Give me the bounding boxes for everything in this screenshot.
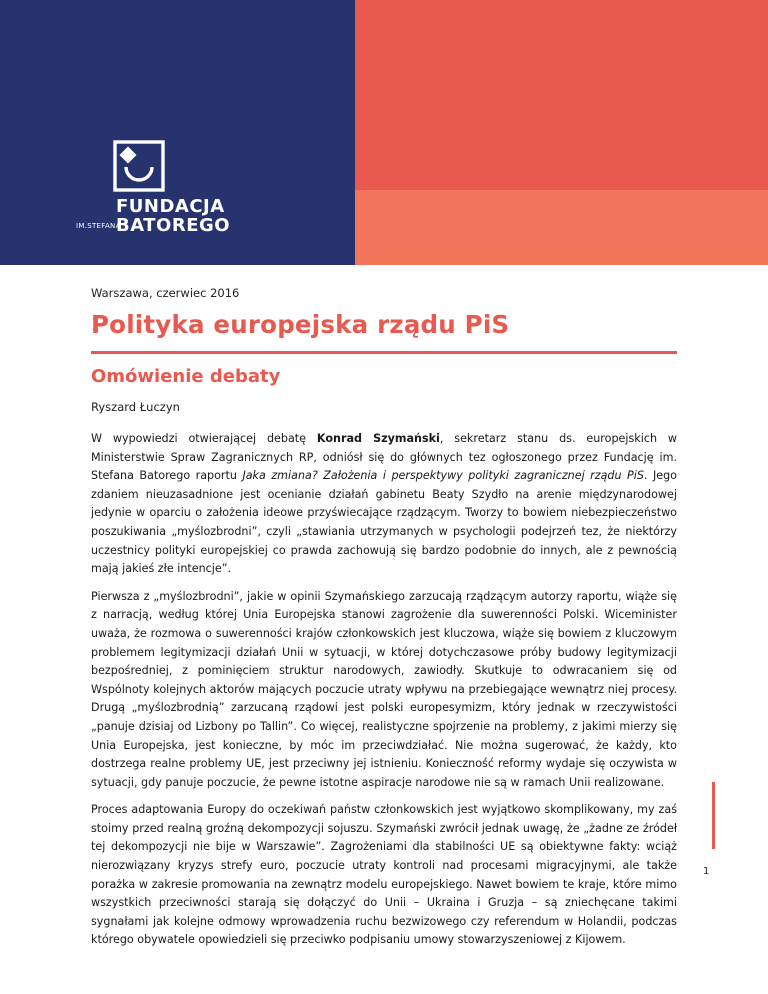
speaker-name: Konrad Szymański <box>316 432 440 445</box>
paragraph-2: Pierwsza z „myślozbrodni”, jakie w opinii Szymańskiego zarzucają rządzącym autorzy raportu, wiąże się z narracją, według której Unia Europejska stanowi zagrożenie dla suwerenności Polski. Wiceminister uważa, że rozmowa o suwerenności krajów członkowskich jest kluczowa, wiąże się bowiem z kluczowym problemem legitymizacji działań Unii w sytuacji, w której dotychczasowe próby budowy legitymizacji bezpośredniej, z pominięciem struktur narodowych, zawiodły. Skutkuje to odwracaniem się od Wspólnoty kolejnych aktorów mających poczucie utraty wpływu na przebiegające wewnątrz niej procesy. Drugą „myślozbrodnią” zarzucaną rządowi jest polski europesymizm, który jednak w rzeczywistości „panuje dzisiaj od Lizbony po Tallin”. Co więcej, realistyczne spojrzenie na problemy, z jakimi mierzy się Unia Europejska, jest konieczne, by móc im przeciwdziałać. Nie można sugerować, że każdy, kto dostrzega realne problemy UE, jest przeciwny jej istnieniu. Konieczność reformy wydaje się oczywista w sytuacji, gdy panuje poczucie, że pewne istotne aspiracje narodowe nie są w ramach Unii realizowane. <box>91 589 677 789</box>
paragraph-1: W wypowiedzi otwierającej debatę Konrad Szymański, sekretarz stanu ds. europejskich w Ministerstwie Spraw Zagranicznych RP, odniósł się do głównych tez ogłoszonego przez Fundację im. Stefana Batorego raportu Jaka zmiana? Założenia i perspektywy polityki zagranicznej rządu PiS. Jego zdaniem nieuzasadnione jest ocenianie działań gabinetu Beaty Szydło na arenie międzynarodowej jedynie w oparciu o założenia ideowe przyświecające rządzącym. Tworzy to bowiem niebezpieczeństwo poszukiwania „myślozbrodni”, czyli „stawiania utrzymanych w psychologii podejrzeń tez, że niektórzy uczestnicy polityki europejskiej co prawda zachowują się bardzo podobnie do innych, ale z pewnością mają jakieś złe intencje”. <box>91 432 677 576</box>
header-banner <box>0 0 768 265</box>
side-accent-rule <box>712 782 715 849</box>
logo-text-batorego: BATOREGO <box>116 215 231 236</box>
logo-text-prefix: IM.STEFANA <box>76 222 121 230</box>
fundacja-logo-icon <box>113 140 165 192</box>
document-body <box>91 430 677 959</box>
paragraph-3: Proces adaptowania Europy do oczekiwań państw członkowskich jest wyjątkowo skomplikowany, my zaś stoimy przed realną groźną dekompozycji sojuszu. Szymański zwrócił jednak uwagę, że „żadne ze źródeł tej dekompozycji nie bije w Warszawie”. Zagrożeniami dla stabilności UE są obiektywne fakty: wciąż nierozwiązany kryzys strefy euro, poczucie utraty kontroli nad procesami migracyjnymi, ale także porażka w zakresie promowania na zewnątrz modelu europejskiego. Nawet bowiem te kraje, które mimo wszystkich przeciwności starają się dołączyć do Unii – Ukraina i Gruzja – są zniechęcane takimi sygnałami jak kolejne odmowy wprowadzenia ruchu bezwizowego czy referendum w Holandii, podczas którego obywatele opowiedzieli się przeciwko podpisaniu umowy stowarzyszeniowej z Kijowem. <box>91 803 677 947</box>
document-author: Ryszard Łuczyn <box>91 400 180 414</box>
logo-text-fundacja: FUNDACJA <box>116 196 225 217</box>
banner-coral-lower-panel <box>355 190 768 265</box>
report-title: Jaka zmiana? Założenia i perspektywy polityki zagranicznej rządu PiS <box>242 469 644 483</box>
document-date: Warszawa, czerwiec 2016 <box>91 286 240 300</box>
document-title: Polityka europejska rządu PiS <box>91 310 510 339</box>
page-number: 1 <box>703 866 710 877</box>
title-underline <box>91 351 677 354</box>
document-subtitle: Omówienie debaty <box>91 366 281 387</box>
